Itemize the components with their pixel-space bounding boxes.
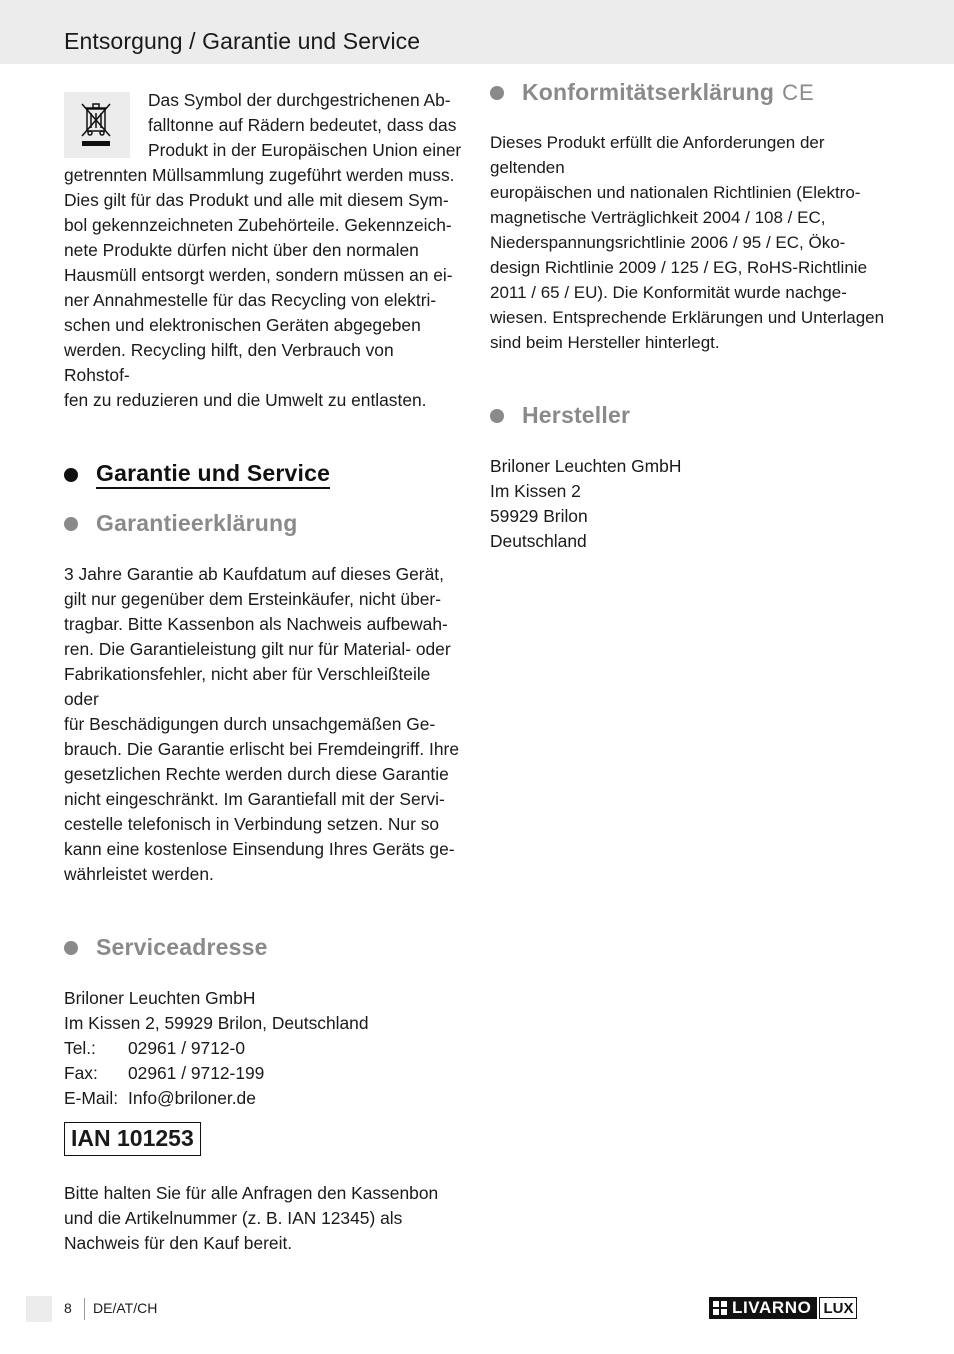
hersteller-line: 59929 Brilon [490,506,588,526]
konformitaet-paragraph: Dieses Produkt erfüllt die Anforderungen der geltenden europäischen und nationalen Richtlinien (Elektro- magnetische Verträglichkeit 2004 / 108 / EC, Niederspannungsrichtlinie 2006 / 95 / EC, Öko- design Richtlinie 2009 / 125 / EG, RoHS-Richtlinie 2011 / 65 / EU). Die Konformität wurde nachge- wiesen. Entsprechende Erklärungen und Unterlagen sind beim Hersteller hinterlegt. [490,133,885,352]
hersteller-heading [490,403,895,428]
contact-row-tel [64,1036,464,1061]
livarno-lux-logo [709,1297,857,1319]
garantieerklaerung-title: Garantieerklärung [96,510,298,536]
crossed-out-bin-icon [64,92,130,158]
contact-key: E-Mail: [64,1088,119,1108]
logo-grid-icon [713,1301,727,1315]
logo-main [709,1297,817,1319]
contact-value: Info@briloner.de [128,1088,256,1108]
contact-value: 02961 / 9712-199 [128,1063,265,1083]
konformitaet-heading [490,80,895,105]
footer-divider [84,1298,85,1320]
garantieerklaerung-heading [64,511,464,536]
ce-mark-icon: CE [782,80,815,105]
contact-row-email [64,1086,464,1111]
left-column [64,88,464,1256]
serviceadresse-title: Serviceadresse [96,934,268,960]
contact-key: Fax: [64,1063,98,1083]
bullet-icon [490,409,504,423]
ian-wrapper [64,1122,464,1156]
hersteller-line: Briloner Leuchten GmbH [490,456,682,476]
weee-section [64,88,464,413]
contact-row-fax [64,1061,464,1086]
ian-badge: IAN 101253 [64,1122,201,1156]
logo-main-text: LIVARNO [732,1298,812,1317]
footer-page-tab [26,1296,52,1322]
language-codes: DE/AT/CH [93,1300,158,1316]
page-title: Entsorgung / Garantie und Service [64,28,421,54]
receipt-paragraph: Bitte halten Sie für alle Anfragen den Kassenbon und die Artikelnummer (z. B. IAN 12345) als Nachweis für den Kauf bereit. [64,1183,439,1253]
garantie-service-title: Garantie und Service [96,461,330,489]
bullet-icon [490,86,504,100]
weee-paragraph: Das Symbol der durchgestrichenen Ab- falltonne auf Rädern bedeutet, dass das Produkt in der Europäischen Union einer getrennten Müllsammlung zugeführt werden muss. Dies gilt für das Produkt und alle mit diesem Sym- bol gekennzeichneten Zubehörteile. Gekennzeich- nete Produkte dürfen nicht über den normalen Hausmüll entsorgt werden, sondern müssen an ei- ner Annahmestelle für das Recycling von elektri- schen und elektronischen Geräten abgegeben werden. Recycling hilft, den Verbrauch von Rohstof- fen zu reduzieren und die Umwelt zu entlasten. [64,90,462,410]
contact-key: Tel.: [64,1038,96,1058]
garantie-service-heading [64,461,464,489]
service-address: Im Kissen 2, 59929 Brilon, Deutschland [64,1013,369,1033]
serviceadresse-heading [64,935,464,960]
hersteller-line: Im Kissen 2 [490,481,581,501]
hersteller-address [490,454,895,554]
right-column [490,80,895,554]
bullet-icon [64,468,78,482]
hersteller-title: Hersteller [522,402,631,428]
garantie-paragraph: 3 Jahre Garantie ab Kaufdatum auf dieses Gerät, gilt nur gegenüber dem Ersteinkäufer, nicht über- tragbar. Bitte Kassenbon als Nachweis aufbewah- ren. Die Garantieleistung gilt nur für Material- oder Fabrikationsfehler, nicht aber für Verschleißteile oder für Beschädigungen durch unsachgemäßen Ge- brauch. Die Garantie erlischt bei Fremdeingriff. Ihre gesetzlichen Rechte werden durch diese Garantie nicht eingeschränkt. Im Garantiefall mit der Servi- cestelle telefonisch in Verbindung setzen. Nur so kann eine kostenlose Einsendung Ihres Geräts ge- währleistet werden. [64,564,460,884]
bullet-icon [64,517,78,531]
service-address-block [64,986,464,1111]
bullet-icon [64,941,78,955]
service-company: Briloner Leuchten GmbH [64,988,256,1008]
hersteller-line: Deutschland [490,531,587,551]
logo-lux: LUX [819,1297,857,1319]
konformitaet-title: Konformitätserklärung [522,79,775,105]
page-number: 8 [64,1300,72,1316]
contact-value: 02961 / 9712-0 [128,1038,246,1058]
